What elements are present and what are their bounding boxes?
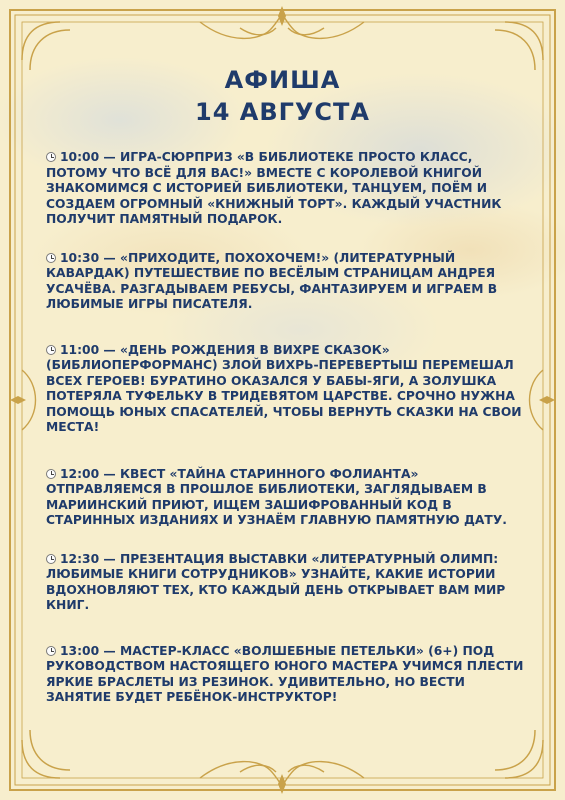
event-item	[46, 251, 524, 313]
clock-icon	[46, 345, 56, 355]
event-text: 11:00 — «ДЕНЬ РОЖДЕНИЯ В ВИХРЕ СКАЗОК» (БИБЛИОПЕРФОРМАНС) ЗЛОЙ ВИХРЬ-ПЕРЕВЕРТЫШ ПЕРЕМЕШАЛ ВСЕХ ГЕРОЕВ! БУРАТИНО ОКАЗАЛСЯ У БАБЫ-ЯГИ, А ЗОЛУШКА ПОТЕРЯЛА ТУФЕЛЬКУ В ТРИДЕВЯТОМ ЦАРСТВЕ. СРОЧНО НУЖНА ПОМОЩЬ ЮНЫХ СПАСАТЕЛЕЙ, ЧТОБЫ ВЕРНУТЬ СКАЗКИ НА СВОИ МЕСТА!	[46, 342, 522, 434]
event-item	[46, 343, 524, 436]
event-text: 12:30 — ПРЕЗЕНТАЦИЯ ВЫСТАВКИ «ЛИТЕРАТУРНЫЙ ОЛИМП: ЛЮБИМЫЕ КНИГИ СОТРУДНИКОВ» УЗНАЙТЕ, КАКИЕ ИСТОРИИ ВДОХНОВЛЯЮТ ТЕХ, КТО КАЖДЫЙ ДЕНЬ ОТКРЫВАЕТ ВАМ МИР КНИГ.	[46, 551, 506, 612]
event-list	[46, 150, 524, 706]
event-text: 12:00 — КВЕСТ «ТАЙНА СТАРИННОГО ФОЛИАНТА» ОТПРАВЛЯЕМСЯ В ПРОШЛОЕ БИБЛИОТЕКИ, ЗАГЛЯДЫВАЕМ В МАРИИНСКИЙ ПРИЮТ, ИЩЕМ ЗАШИФРОВАННЫЙ КОД В СТАРИННЫХ ИЗДАНИЯХ И УЗНАЁМ ГЛАВНУЮ ПАМЯТНУЮ ДАТУ.	[46, 466, 507, 527]
event-item	[46, 150, 524, 228]
event-text: 10:30 — «ПРИХОДИТЕ, ПОХОХОЧЕМ!» (ЛИТЕРАТУРНЫЙ КАВАРДАК) ПУТЕШЕСТВИЕ ПО ВЕСЁЛЫМ СТРАНИЦАМ АНДРЕЯ УСАЧЁВА. РАЗГАДЫВАЕМ РЕБУСЫ, ФАНТАЗИРУЕМ И ИГРАЕМ В ЛЮБИМЫЕ ИГРЫ ПИСАТЕЛЯ.	[46, 250, 498, 311]
event-item	[46, 552, 524, 614]
page-subtitle-date: 14 АВГУСТА	[195, 98, 370, 126]
fleur-left-icon	[10, 396, 26, 404]
clock-icon	[46, 152, 56, 162]
event-item	[46, 467, 524, 529]
clock-icon	[46, 469, 56, 479]
page-title: АФИША	[224, 66, 341, 94]
event-text: 13:00 — МАСТЕР-КЛАСС «ВОЛШЕБНЫЕ ПЕТЕЛЬКИ» (6+) ПОД РУКОВОДСТВОМ НАСТОЯЩЕГО ЮНОГО МАСТЕРА УЧИМСЯ ПЛЕСТИ ЯРКИЕ БРАСЛЕТЫ ИЗ РЕЗИНОК. УДИВИТЕЛЬНО, НО ВЕСТИ ЗАНЯТИЕ БУДЕТ РЕБЁНОК-ИНСТРУКТОР!	[46, 643, 524, 704]
clock-icon	[46, 554, 56, 564]
fleur-right-icon	[539, 396, 555, 404]
event-item	[46, 644, 524, 706]
event-text: 10:00 — ИГРА-СЮРПРИЗ «В БИБЛИОТЕКЕ ПРОСТО КЛАСС, ПОТОМУ ЧТО ВСЁ ДЛЯ ВАС!» ВМЕСТЕ С КОРОЛЕВОЙ КНИГОЙ ЗНАКОМИМСЯ С ИСТОРИЕЙ БИБЛИОТЕКИ, ТАНЦУЕМ, ПОЁМ И СОЗДАЕМ ОГРОМНЫЙ «КНИЖНЫЙ ТОРТ». КАЖДЫЙ УЧАСТНИК ПОЛУЧИТ ПАМЯТНЫЙ ПОДАРОК.	[46, 150, 502, 226]
clock-icon	[46, 253, 56, 263]
clock-icon	[46, 646, 56, 656]
